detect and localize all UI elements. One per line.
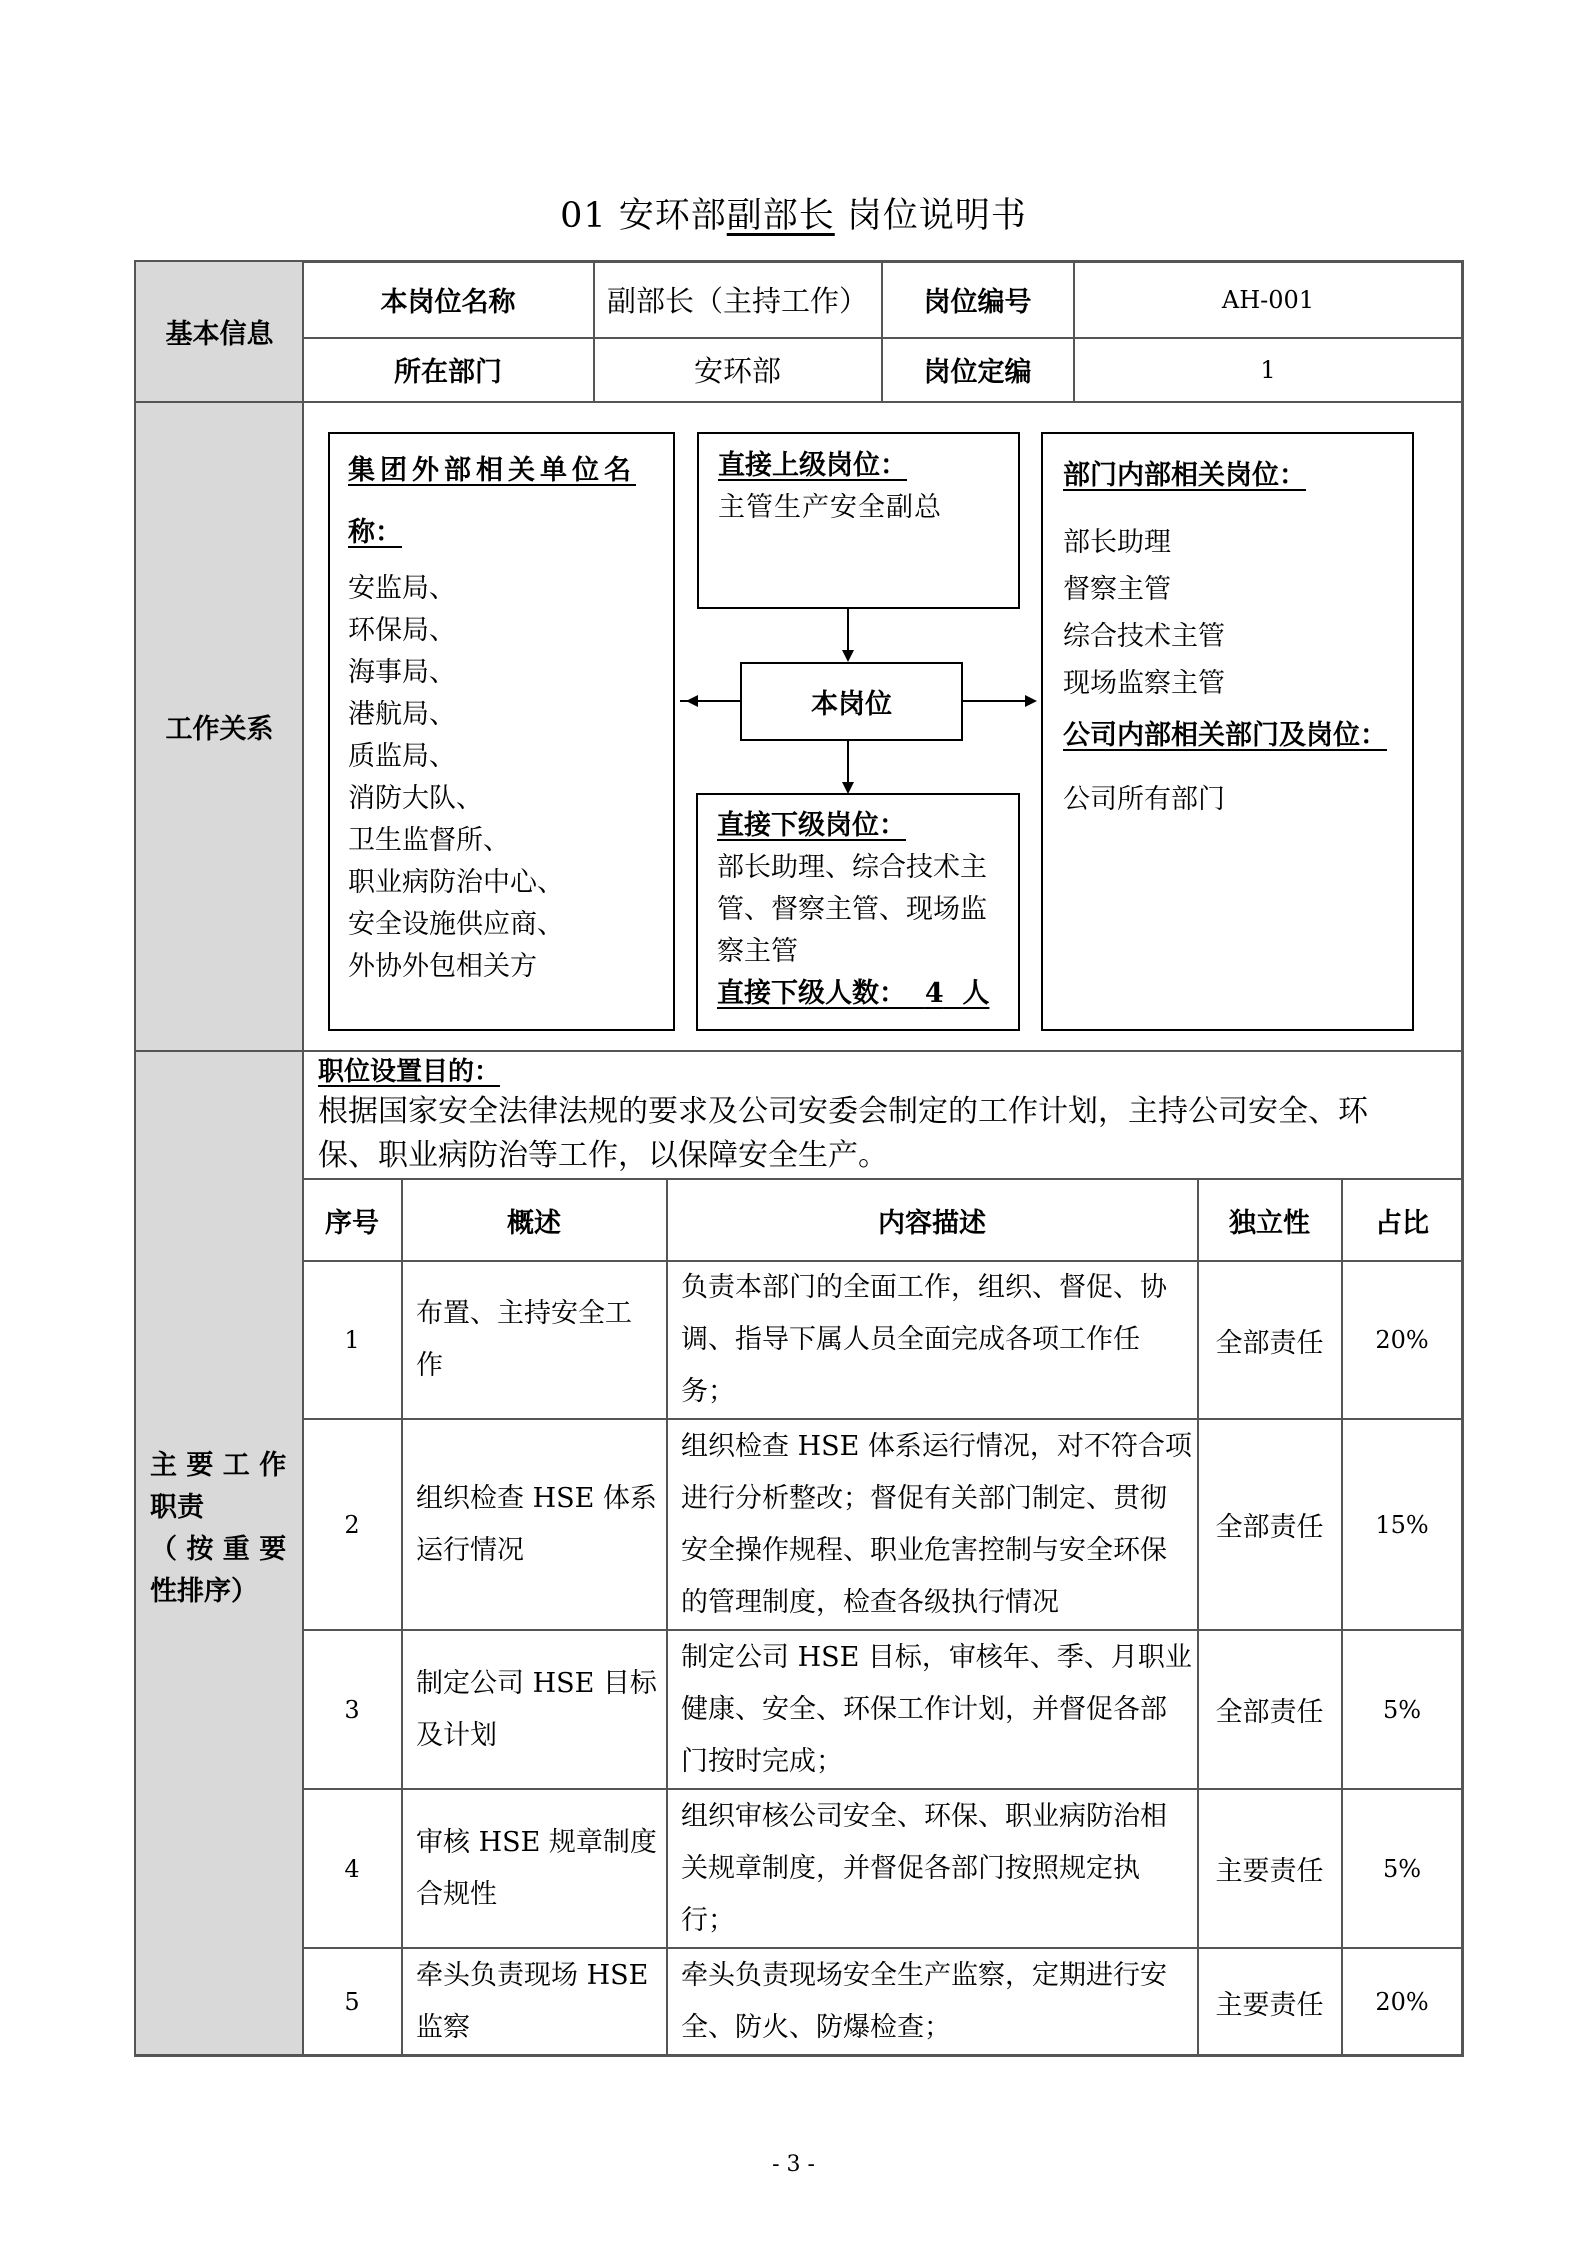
table-row-no: 2 (344, 1510, 360, 1539)
table-row-description: 负责本部门的全面工作，组织、督促、协 调、指导下属人员全面完成各项工作任 务； (681, 1272, 1167, 1407)
subordinate-count: 直接下级人数： 4 人 (717, 978, 990, 1009)
relations-label: 工作关系 (165, 713, 274, 745)
title-prefix: 01 安环部 (560, 196, 727, 236)
table-row-independence: 主要责任 (1215, 1989, 1324, 2021)
table-row-independence: 全部责任 (1215, 1512, 1324, 1543)
subordinate-content: 直接下级岗位： 部长助理、综合技术主 管、督察主管、现场监 察主管 直接下级人数： 4 人 (717, 805, 1015, 1015)
title-suffix: 岗位说明书 (846, 196, 1027, 236)
department-value: 安环部 (693, 354, 781, 388)
col-header-share: 占比 (1375, 1207, 1429, 1239)
table-row-summary: 布置、主持安全工 作 (416, 1298, 632, 1381)
page-number: - 3 - (772, 2152, 815, 2177)
table-row-description: 牵头负责现场安全生产监察，定期进行安 全、防火、防爆检查； (681, 1960, 1167, 2043)
table-row-share: 5% (1382, 1695, 1422, 1724)
table-row-summary: 审核 HSE 规章制度 合规性 (416, 1826, 657, 1910)
basic-info-label: 基本信息 (165, 319, 274, 350)
arrow-head-down-icon (842, 650, 854, 662)
table-row-share: 20% (1375, 1988, 1429, 2016)
position-name-value: 副部长（主持工作） (606, 284, 868, 318)
superior-content (718, 445, 1013, 529)
table-row-share: 5% (1382, 1854, 1422, 1883)
row-divider-relations (136, 1050, 1462, 1052)
superior-heading: 直接上级岗位： (718, 450, 907, 481)
duty-col-divider (666, 1178, 668, 2055)
department-label: 所在部门 (394, 357, 502, 388)
position-name-label: 本岗位名称 (380, 287, 516, 318)
col-header-no: 序号 (325, 1207, 379, 1239)
purpose-text: 根据国家安全法律法规的要求及公司安委会制定的工作计划，主持公司安全、环 保、职业病防治等工作，以保障安全生产。 (318, 1094, 1368, 1173)
table-row-description: 组织检查 HSE 体系运行情况，对不符合项 进行分析整改；督促有关部门制定、贯彻 安全操作规程、职业危害控制与安全环保 的管理制度，检查各级执行情况 (681, 1430, 1192, 1618)
duties-label: 主 要 工 作 职责 （ 按 重 要 性排序） (150, 1450, 287, 1607)
table-row-no: 1 (344, 1326, 360, 1354)
table-row-no: 5 (344, 1988, 360, 2016)
title-position: 副部长 (726, 196, 835, 236)
duty-col-divider (401, 1178, 403, 2055)
external-units-heading: 集团外部相关单位名 (348, 455, 636, 486)
table-row-summary: 牵头负责现场 HSE 监察 (416, 1960, 649, 2043)
table-row-description: 制定公司 HSE 目标，审核年、季、月职业 健康、安全、环保工作计划，并督促各部 门按时完成； (681, 1641, 1192, 1777)
internal-positions-content (1063, 455, 1408, 821)
col-header-summary: 概述 (507, 1207, 561, 1239)
table-row-share: 15% (1375, 1510, 1429, 1539)
external-units-content: 集团外部相关单位名 称： 安监局、 环保局、 海事局、 港航局、 质监局、 消防大队、 卫生监督所、 职业病防治中心、 安全设施供应商、 外协外包相关方 (348, 450, 668, 988)
arrow-left-line (694, 700, 740, 702)
table-row-share: 20% (1375, 1326, 1429, 1354)
table-row-description: 组织审核公司安全、环保、职业病防治相 关规章制度，并督促各部门按照规定执 行； (681, 1800, 1167, 1936)
table-row-independence: 全部责任 (1215, 1327, 1324, 1359)
headcount-value: 1 (1260, 355, 1276, 384)
table-row-summary: 制定公司 HSE 目标 及计划 (416, 1667, 657, 1751)
current-position-box: 本岗位 (740, 662, 963, 741)
superior-value: 主管生产安全副总 (718, 492, 942, 523)
purpose-section (318, 1054, 1458, 1178)
position-code-value: AH-001 (1221, 285, 1315, 314)
col-header-independence: 独立性 (1229, 1207, 1310, 1239)
row-divider-basic (136, 401, 1462, 403)
table-row-independence: 全部责任 (1215, 1697, 1324, 1728)
page-title (0, 188, 1587, 238)
purpose-heading: 职位设置目的： (318, 1057, 501, 1087)
table-row-no: 3 (344, 1695, 360, 1724)
table-row-no: 4 (344, 1854, 360, 1883)
company-value: 公司所有部门 (1063, 784, 1225, 815)
arrow-head-down-icon (842, 782, 854, 794)
arrow-head-right-icon (1025, 695, 1037, 707)
company-heading: 公司内部相关部门及岗位： (1063, 720, 1387, 751)
headcount-label: 岗位定编 (923, 357, 1032, 388)
position-code-label: 岗位编号 (923, 287, 1032, 318)
subordinate-heading: 直接下级岗位： (717, 810, 906, 841)
col-header-description: 内容描述 (878, 1207, 986, 1239)
table-row-independence: 主要责任 (1215, 1856, 1324, 1887)
internal-heading: 部门内部相关岗位： (1063, 460, 1306, 491)
internal-list: 部长助理 督察主管 综合技术主管 现场监察主管 (1063, 527, 1225, 699)
external-units-list: 安监局、 环保局、 海事局、 港航局、 质监局、 消防大队、 卫生监督所、 职业病防治中心、 安全设施供应商、 外协外包相关方 (348, 573, 564, 982)
table-row-summary: 组织检查 HSE 体系 运行情况 (416, 1482, 657, 1566)
